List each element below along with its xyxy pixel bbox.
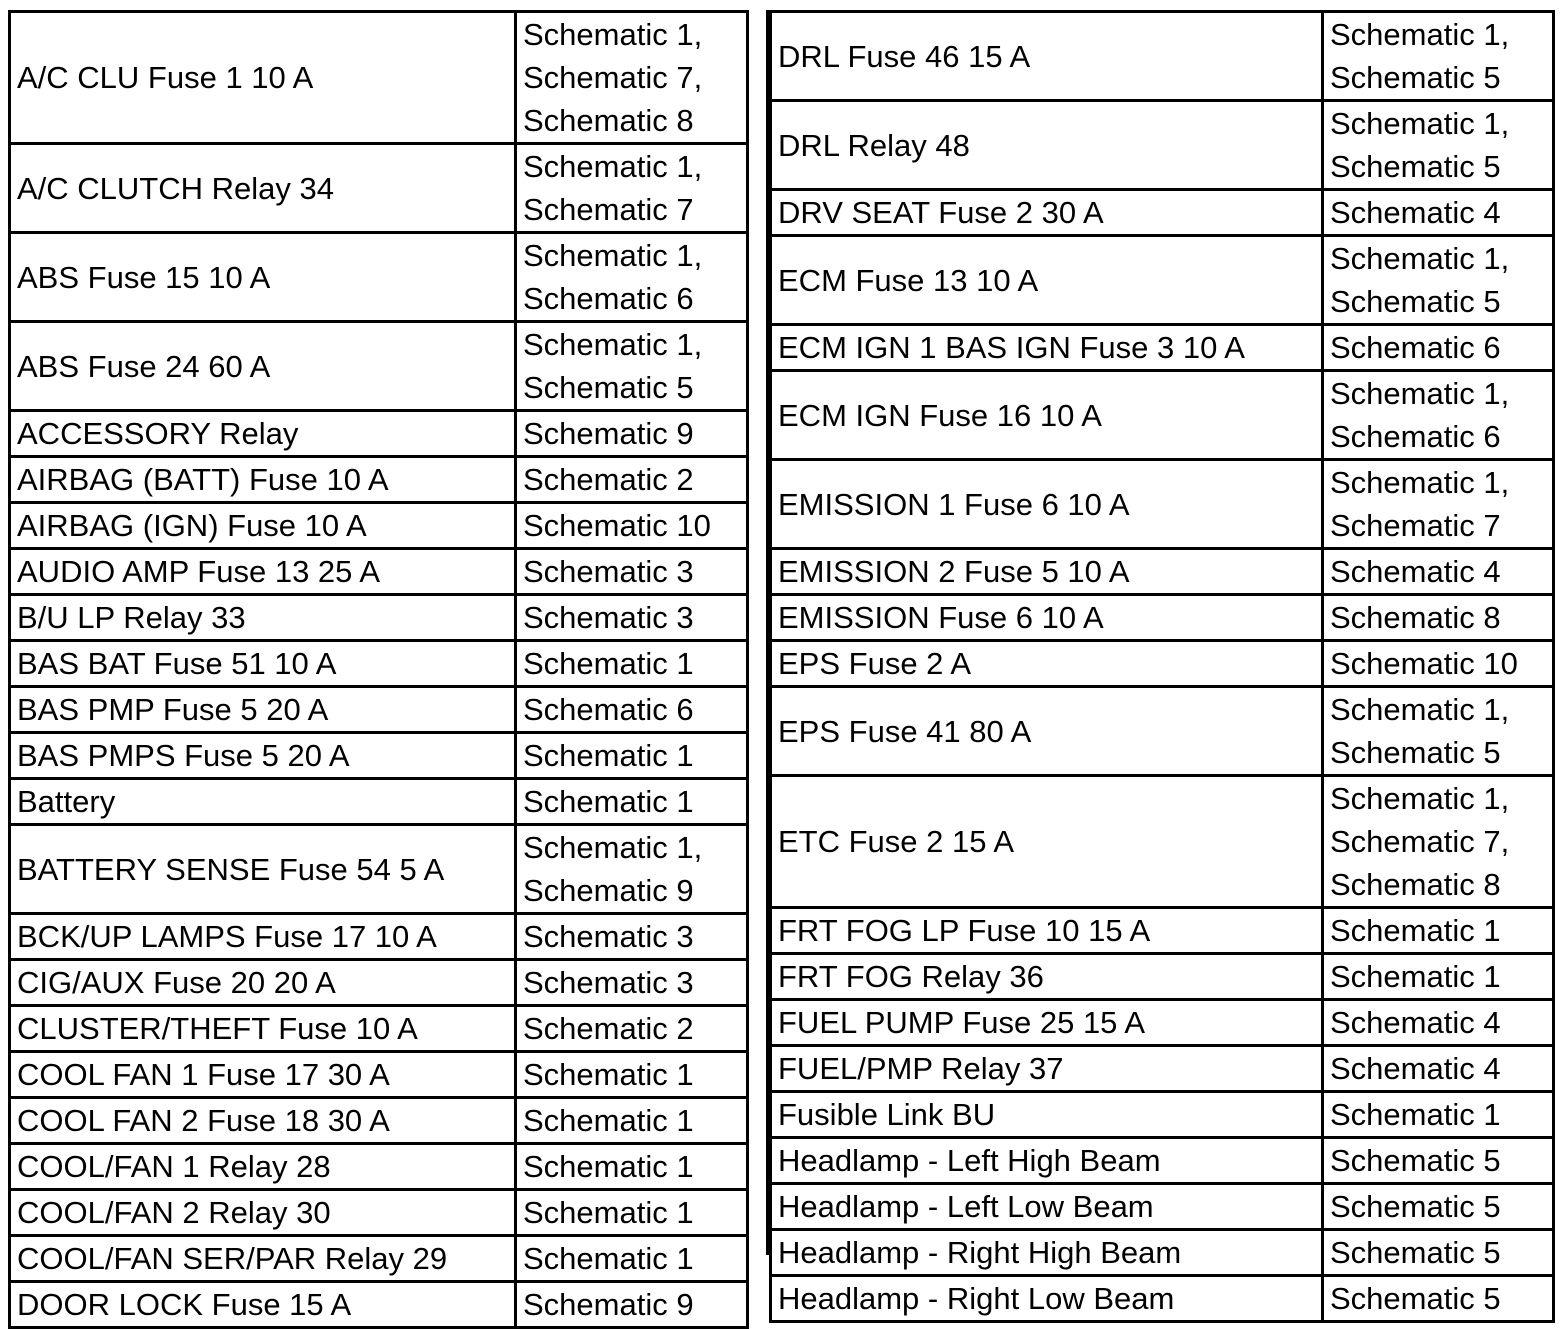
schematic-reference-cell [1323,1000,1554,1046]
schematic-reference: Schematic 1, [523,238,703,273]
schematic-reference: Schematic 5 [1330,1189,1501,1224]
schematic-reference: Schematic 3 [523,919,694,954]
table-row [771,641,1554,687]
component-index-table-left [8,10,749,1329]
schematic-reference-cell [516,1190,748,1236]
component-name-cell: COOL/FAN SER/PAR Relay 29 [10,1236,516,1282]
schematic-reference-cell [516,233,748,322]
schematic-reference-cell [1323,776,1554,908]
schematic-reference-cell [1323,236,1554,325]
component-name-cell: FUEL/PMP Relay 37 [771,1046,1323,1092]
table-row [10,687,748,733]
schematic-reference: Schematic 6 [523,281,694,316]
table-row [771,12,1554,101]
schematic-reference: Schematic 4 [1330,1005,1501,1040]
component-name-cell: Headlamp - Right Low Beam [771,1276,1323,1322]
schematic-reference: Schematic 2 [523,1011,694,1046]
table-row [10,457,748,503]
table-row [771,1046,1554,1092]
table-row [771,549,1554,595]
schematic-reference: Schematic 4 [1330,554,1501,589]
schematic-reference-cell [516,1006,748,1052]
schematic-reference-cell [1323,549,1554,595]
table-row [10,411,748,457]
schematic-reference: Schematic 7, [1330,824,1510,859]
component-name-cell: DRL Relay 48 [771,101,1323,190]
schematic-reference-cell [1323,1138,1554,1184]
schematic-reference: Schematic 3 [523,600,694,635]
schematic-reference-cell [516,1236,748,1282]
schematic-reference-cell [516,457,748,503]
schematic-reference-cell [516,549,748,595]
component-name-cell: ABS Fuse 15 10 A [10,233,516,322]
table-row [771,101,1554,190]
schematic-reference: Schematic 3 [523,965,694,1000]
table-row [10,825,748,914]
schematic-reference: Schematic 7 [523,192,694,227]
component-name-cell: EMISSION 2 Fuse 5 10 A [771,549,1323,595]
table-row [10,144,748,233]
schematic-reference-cell [516,779,748,825]
schematic-reference: Schematic 1, [523,149,703,184]
component-name-cell: DRV SEAT Fuse 2 30 A [771,190,1323,236]
schematic-reference: Schematic 5 [1330,284,1501,319]
table-row [10,12,748,144]
schematic-reference: Schematic 1, [1330,465,1510,500]
table-row [771,371,1554,460]
table-row [771,1184,1554,1230]
table-row [771,776,1554,908]
schematic-reference: Schematic 8 [523,103,694,138]
table-row [10,960,748,1006]
schematic-reference-cell [1323,190,1554,236]
schematic-reference: Schematic 1 [523,1195,694,1230]
table-row [771,1092,1554,1138]
table-row [10,1236,748,1282]
schematic-reference: Schematic 1 [1330,1097,1501,1132]
schematic-reference: Schematic 5 [1330,60,1501,95]
schematic-reference: Schematic 1, [1330,17,1510,52]
schematic-reference: Schematic 5 [1330,735,1501,770]
schematic-reference-cell [516,503,748,549]
component-name-cell: EPS Fuse 41 80 A [771,687,1323,776]
schematic-reference: Schematic 1 [523,738,694,773]
schematic-reference: Schematic 1 [523,1241,694,1276]
schematic-reference-cell [516,595,748,641]
schematic-reference-cell [516,960,748,1006]
schematic-reference: Schematic 5 [1330,1281,1501,1316]
component-name-cell: EMISSION Fuse 6 10 A [771,595,1323,641]
table-row [10,1190,748,1236]
schematic-reference: Schematic 1 [1330,959,1501,994]
component-name-cell: CIG/AUX Fuse 20 20 A [10,960,516,1006]
schematic-reference: Schematic 1 [523,1149,694,1184]
component-name-cell: COOL FAN 1 Fuse 17 30 A [10,1052,516,1098]
table-row [771,1000,1554,1046]
component-name-cell: CLUSTER/THEFT Fuse 10 A [10,1006,516,1052]
component-name-cell: BAS BAT Fuse 51 10 A [10,641,516,687]
schematic-reference: Schematic 1, [523,17,703,52]
schematic-reference-cell [1323,595,1554,641]
table-row [10,233,748,322]
schematic-reference-cell [516,1282,748,1328]
schematic-reference-cell [1323,687,1554,776]
schematic-reference: Schematic 9 [523,1287,694,1322]
schematic-reference: Schematic 1, [1330,781,1510,816]
component-name-cell: DRL Fuse 46 15 A [771,12,1323,101]
table-row [771,1276,1554,1322]
component-name-cell: COOL FAN 2 Fuse 18 30 A [10,1098,516,1144]
component-name-cell: ECM Fuse 13 10 A [771,236,1323,325]
schematic-reference-cell [1323,12,1554,101]
component-name-cell: Fusible Link BU [771,1092,1323,1138]
schematic-reference: Schematic 9 [523,416,694,451]
component-name-cell: EMISSION 1 Fuse 6 10 A [771,460,1323,549]
schematic-reference: Schematic 1 [523,646,694,681]
schematic-reference: Schematic 1 [523,784,694,819]
table-row [771,687,1554,776]
schematic-reference-cell [1323,641,1554,687]
schematic-reference-cell [516,1098,748,1144]
component-name-cell: A/C CLUTCH Relay 34 [10,144,516,233]
schematic-reference-cell [516,733,748,779]
schematic-reference-cell [516,322,748,411]
component-name-cell: A/C CLU Fuse 1 10 A [10,12,516,144]
table-row [10,1282,748,1328]
component-name-cell: BAS PMPS Fuse 5 20 A [10,733,516,779]
table-row [10,322,748,411]
schematic-reference: Schematic 1, [1330,376,1510,411]
schematic-reference-cell [516,1144,748,1190]
schematic-reference-cell [516,914,748,960]
component-name-cell: BCK/UP LAMPS Fuse 17 10 A [10,914,516,960]
table-row [10,503,748,549]
schematic-reference: Schematic 1, [523,327,703,362]
table-row [771,325,1554,371]
table-row [771,1230,1554,1276]
component-name-cell: FRT FOG Relay 36 [771,954,1323,1000]
table-row [10,733,748,779]
component-name-cell: Battery [10,779,516,825]
component-name-cell: B/U LP Relay 33 [10,595,516,641]
schematic-reference: Schematic 8 [1330,600,1501,635]
component-name-cell: ECM IGN 1 BAS IGN Fuse 3 10 A [771,325,1323,371]
schematic-reference: Schematic 5 [1330,149,1501,184]
schematic-reference-cell [1323,325,1554,371]
component-name-cell: AIRBAG (BATT) Fuse 10 A [10,457,516,503]
table-row [771,595,1554,641]
schematic-reference-cell [1323,1046,1554,1092]
schematic-reference: Schematic 3 [523,554,694,589]
schematic-reference: Schematic 10 [523,508,711,543]
schematic-reference-cell [1323,460,1554,549]
schematic-reference: Schematic 5 [523,370,694,405]
component-name-cell: AIRBAG (IGN) Fuse 10 A [10,503,516,549]
schematic-reference: Schematic 10 [1330,646,1518,681]
table-row [771,460,1554,549]
schematic-reference: Schematic 1, [1330,692,1510,727]
column-gap [746,10,769,1255]
component-name-cell: BAS PMP Fuse 5 20 A [10,687,516,733]
schematic-reference: Schematic 8 [1330,867,1501,902]
component-name-cell: Headlamp - Left High Beam [771,1138,1323,1184]
component-name-cell: FUEL PUMP Fuse 25 15 A [771,1000,1323,1046]
component-name-cell: COOL/FAN 1 Relay 28 [10,1144,516,1190]
table-row [10,1144,748,1190]
component-name-cell: BATTERY SENSE Fuse 54 5 A [10,825,516,914]
schematic-reference: Schematic 7, [523,60,703,95]
schematic-reference: Schematic 1 [523,1103,694,1138]
schematic-reference: Schematic 6 [1330,330,1501,365]
component-name-cell: ABS Fuse 24 60 A [10,322,516,411]
schematic-reference-cell [1323,1184,1554,1230]
schematic-reference-cell [516,1052,748,1098]
component-name-cell: COOL/FAN 2 Relay 30 [10,1190,516,1236]
schematic-reference: Schematic 4 [1330,1051,1501,1086]
table-row [10,1098,748,1144]
table-row [771,908,1554,954]
schematic-reference: Schematic 5 [1330,1143,1501,1178]
schematic-reference-cell [516,687,748,733]
table-row [10,1006,748,1052]
table-row [771,190,1554,236]
component-name-cell: AUDIO AMP Fuse 13 25 A [10,549,516,595]
schematic-reference-cell [1323,371,1554,460]
component-name-cell: Headlamp - Right High Beam [771,1230,1323,1276]
component-name-cell: ACCESSORY Relay [10,411,516,457]
schematic-reference-cell [1323,101,1554,190]
schematic-reference: Schematic 9 [523,873,694,908]
component-name-cell: DOOR LOCK Fuse 15 A [10,1282,516,1328]
component-name-cell: Headlamp - Left Low Beam [771,1184,1323,1230]
component-name-cell: EPS Fuse 2 A [771,641,1323,687]
schematic-reference-cell [1323,908,1554,954]
component-name-cell: ETC Fuse 2 15 A [771,776,1323,908]
component-index-table-right [769,10,1555,1323]
schematic-reference-cell [516,144,748,233]
schematic-reference-cell [1323,1276,1554,1322]
table-row [10,641,748,687]
schematic-reference: Schematic 1, [1330,106,1510,141]
table-row [10,779,748,825]
table-row [10,1052,748,1098]
schematic-reference: Schematic 6 [523,692,694,727]
schematic-reference: Schematic 1, [1330,241,1510,276]
schematic-reference: Schematic 6 [1330,419,1501,454]
schematic-reference: Schematic 2 [523,462,694,497]
schematic-reference: Schematic 1 [1330,913,1501,948]
schematic-reference-cell [516,12,748,144]
schematic-reference-cell [516,411,748,457]
table-row [10,549,748,595]
component-name-cell: FRT FOG LP Fuse 10 15 A [771,908,1323,954]
schematic-reference: Schematic 4 [1330,195,1501,230]
schematic-reference: Schematic 1 [523,1057,694,1092]
table-row [10,595,748,641]
schematic-reference: Schematic 1, [523,830,703,865]
schematic-reference-cell [1323,1230,1554,1276]
schematic-reference-cell [1323,954,1554,1000]
schematic-reference-cell [1323,1092,1554,1138]
component-name-cell: ECM IGN Fuse 16 10 A [771,371,1323,460]
table-row [10,914,748,960]
schematic-reference-cell [516,825,748,914]
schematic-reference-cell [516,641,748,687]
table-row [771,954,1554,1000]
table-row [771,1138,1554,1184]
schematic-reference: Schematic 5 [1330,1235,1501,1270]
schematic-reference: Schematic 7 [1330,508,1501,543]
table-row [771,236,1554,325]
